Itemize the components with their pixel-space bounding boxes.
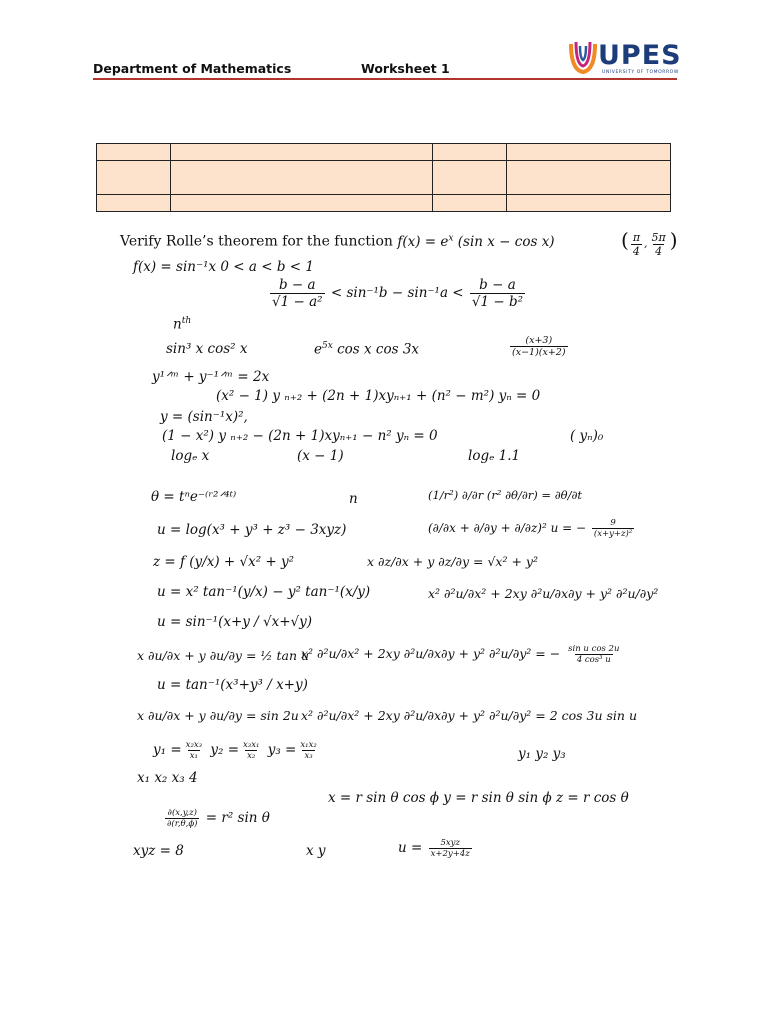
department-title: Department of Mathematics xyxy=(93,61,292,76)
table-cell xyxy=(171,144,433,161)
q9-left: z = f (y/x) + √x² + y² xyxy=(153,554,295,570)
q11-u: u = sin⁻¹(x+y / √x+√y) xyxy=(157,614,313,630)
table-cell xyxy=(171,161,433,195)
q11-right: x² ∂²u/∂x² + 2xy ∂²u/∂x∂y + y² ∂²u/∂y² = − $\frac{\text{sin u cos 2u}}{\text{4 cos³ u}}$ xyxy=(301,644,620,665)
table-cell xyxy=(507,161,671,195)
q12-right: x² ∂²u/∂x² + 2xy ∂²u/∂x∂y + y² ∂²u/∂y² = 2 cos 3u sin u xyxy=(301,708,637,723)
q12-u: u = tan⁻¹(x³+y³ / x+y) xyxy=(157,677,308,693)
table-cell xyxy=(171,195,433,212)
upes-logo xyxy=(568,40,682,78)
q5-right: ( yₙ)₀ xyxy=(570,428,604,444)
q9-right: x ∂z/∂x + y ∂z/∂y = √x² + y² xyxy=(367,554,538,569)
q2-inequality: $\frac{b - a}{\text{√1 − a²}}$ < sin⁻¹b − sin⁻¹a < $\frac{b - a}{\text{√1 − b²}}$ xyxy=(272,277,524,310)
q15-a: xyz = 8 xyxy=(133,843,184,859)
q8-left: u = log(x³ + y³ + z³ − 3xyz) xyxy=(157,522,347,538)
q3-f2: $e^{5x}$ cos x cos 3x xyxy=(314,341,420,358)
q3-f1: sin³ x cos² x xyxy=(166,341,248,357)
q6-c: logₑ 1.1 xyxy=(468,448,521,464)
q6-b: (x − 1) xyxy=(297,448,344,464)
q6-a: logₑ x xyxy=(171,448,210,464)
q4-line2: (x² − 1) y ₙ₊₂ + (2n + 1)xyₙ₊₁ + (n² − m²) yₙ = 0 xyxy=(216,388,541,404)
table-cell xyxy=(433,144,507,161)
q3-nth: $n^{th}$ xyxy=(173,316,192,333)
q11-left: x ∂u/∂x + y ∂u/∂y = ½ tan u xyxy=(137,648,310,663)
q4-line1: y¹ᐟᵐ + y⁻¹ᐟᵐ = 2x xyxy=(152,369,270,385)
q8-right: (∂/∂x + ∂/∂y + ∂/∂z)² u = − $\frac{9}{\text{(x+y+z)²}}$ xyxy=(428,518,633,539)
q1-text: Verify Rolle’s theorem for the function xyxy=(120,233,393,250)
q14-sub: x = r sin θ cos ϕ y = r sin θ sin ϕ z = r cos θ xyxy=(328,790,629,806)
q1-line xyxy=(120,233,555,250)
q13-line2: x₁ x₂ x₃ 4 xyxy=(137,770,198,786)
q13-line1: y₁ = $\frac{\text{x₂x₃}}{\text{x₁}}$ y₂ = $\frac{\text{x₃x₁}}{\text{x₂}}$ y₃ = $\frac{\text{x₁x₂}}{\text{x₃}}$ xyxy=(153,740,317,761)
q2-line: f(x) = sin⁻¹x 0 < a < b < 1 xyxy=(133,259,314,275)
table-cell xyxy=(433,195,507,212)
q5-line1: y = (sin⁻¹x)², xyxy=(160,409,248,425)
table-cell xyxy=(507,144,671,161)
q10-left: u = x² tan⁻¹(y/x) − y² tan⁻¹(x/y) xyxy=(157,584,371,600)
table-cell xyxy=(507,195,671,212)
upes-logo-subtext: UNIVERSITY OF TOMORROW xyxy=(602,70,679,75)
table-cell xyxy=(97,195,171,212)
table-cell xyxy=(97,161,171,195)
q14-jacobian: $\frac{\partial(x,y,z)}{\partial(r,\theta,\phi)}$ = r² sin θ xyxy=(167,808,270,829)
q12-left: x ∂u/∂x + y ∂u/∂y = sin 2u xyxy=(137,708,299,723)
q1-function: $f(x) = e^x$ (sin x − cos x) xyxy=(397,233,555,250)
q1-interval: ( $\frac{\pi}{4}$ , $\frac{5\pi}{4}$ ) xyxy=(621,228,678,258)
worksheet-title: Worksheet 1 xyxy=(361,61,450,76)
table-cell xyxy=(433,161,507,195)
q10-right: x² ∂²u/∂x² + 2xy ∂²u/∂x∂y + y² ∂²u/∂y² xyxy=(428,586,659,601)
header-rule xyxy=(93,78,677,80)
upes-logo-mark-icon xyxy=(568,40,598,76)
q13-right: y₁ y₂ y₃ xyxy=(518,746,566,762)
q5-line2: (1 − x²) y ₙ₊₂ − (2n + 1)xyₙ₊₁ − n² yₙ = 0 xyxy=(162,428,438,444)
table-cell xyxy=(97,144,171,161)
upes-logo-text: UPES xyxy=(598,40,682,71)
q15-c: u = $\frac{\text{5xyz}}{x+2y+4z}$ xyxy=(398,838,470,859)
info-table xyxy=(96,143,671,212)
q15-b: x y xyxy=(306,843,326,859)
q7-right: (1/r²) ∂/∂r (r² ∂θ/∂r) = ∂θ/∂t xyxy=(428,488,583,502)
q3-f3: $\frac{(x+3)}{(x-1)(x+2)}$ xyxy=(512,335,566,358)
q7-left: θ = tⁿe⁻⁽ʳ²ᐟ⁴ᵗ⁾ xyxy=(151,489,237,505)
q7-mid: n xyxy=(349,491,358,507)
